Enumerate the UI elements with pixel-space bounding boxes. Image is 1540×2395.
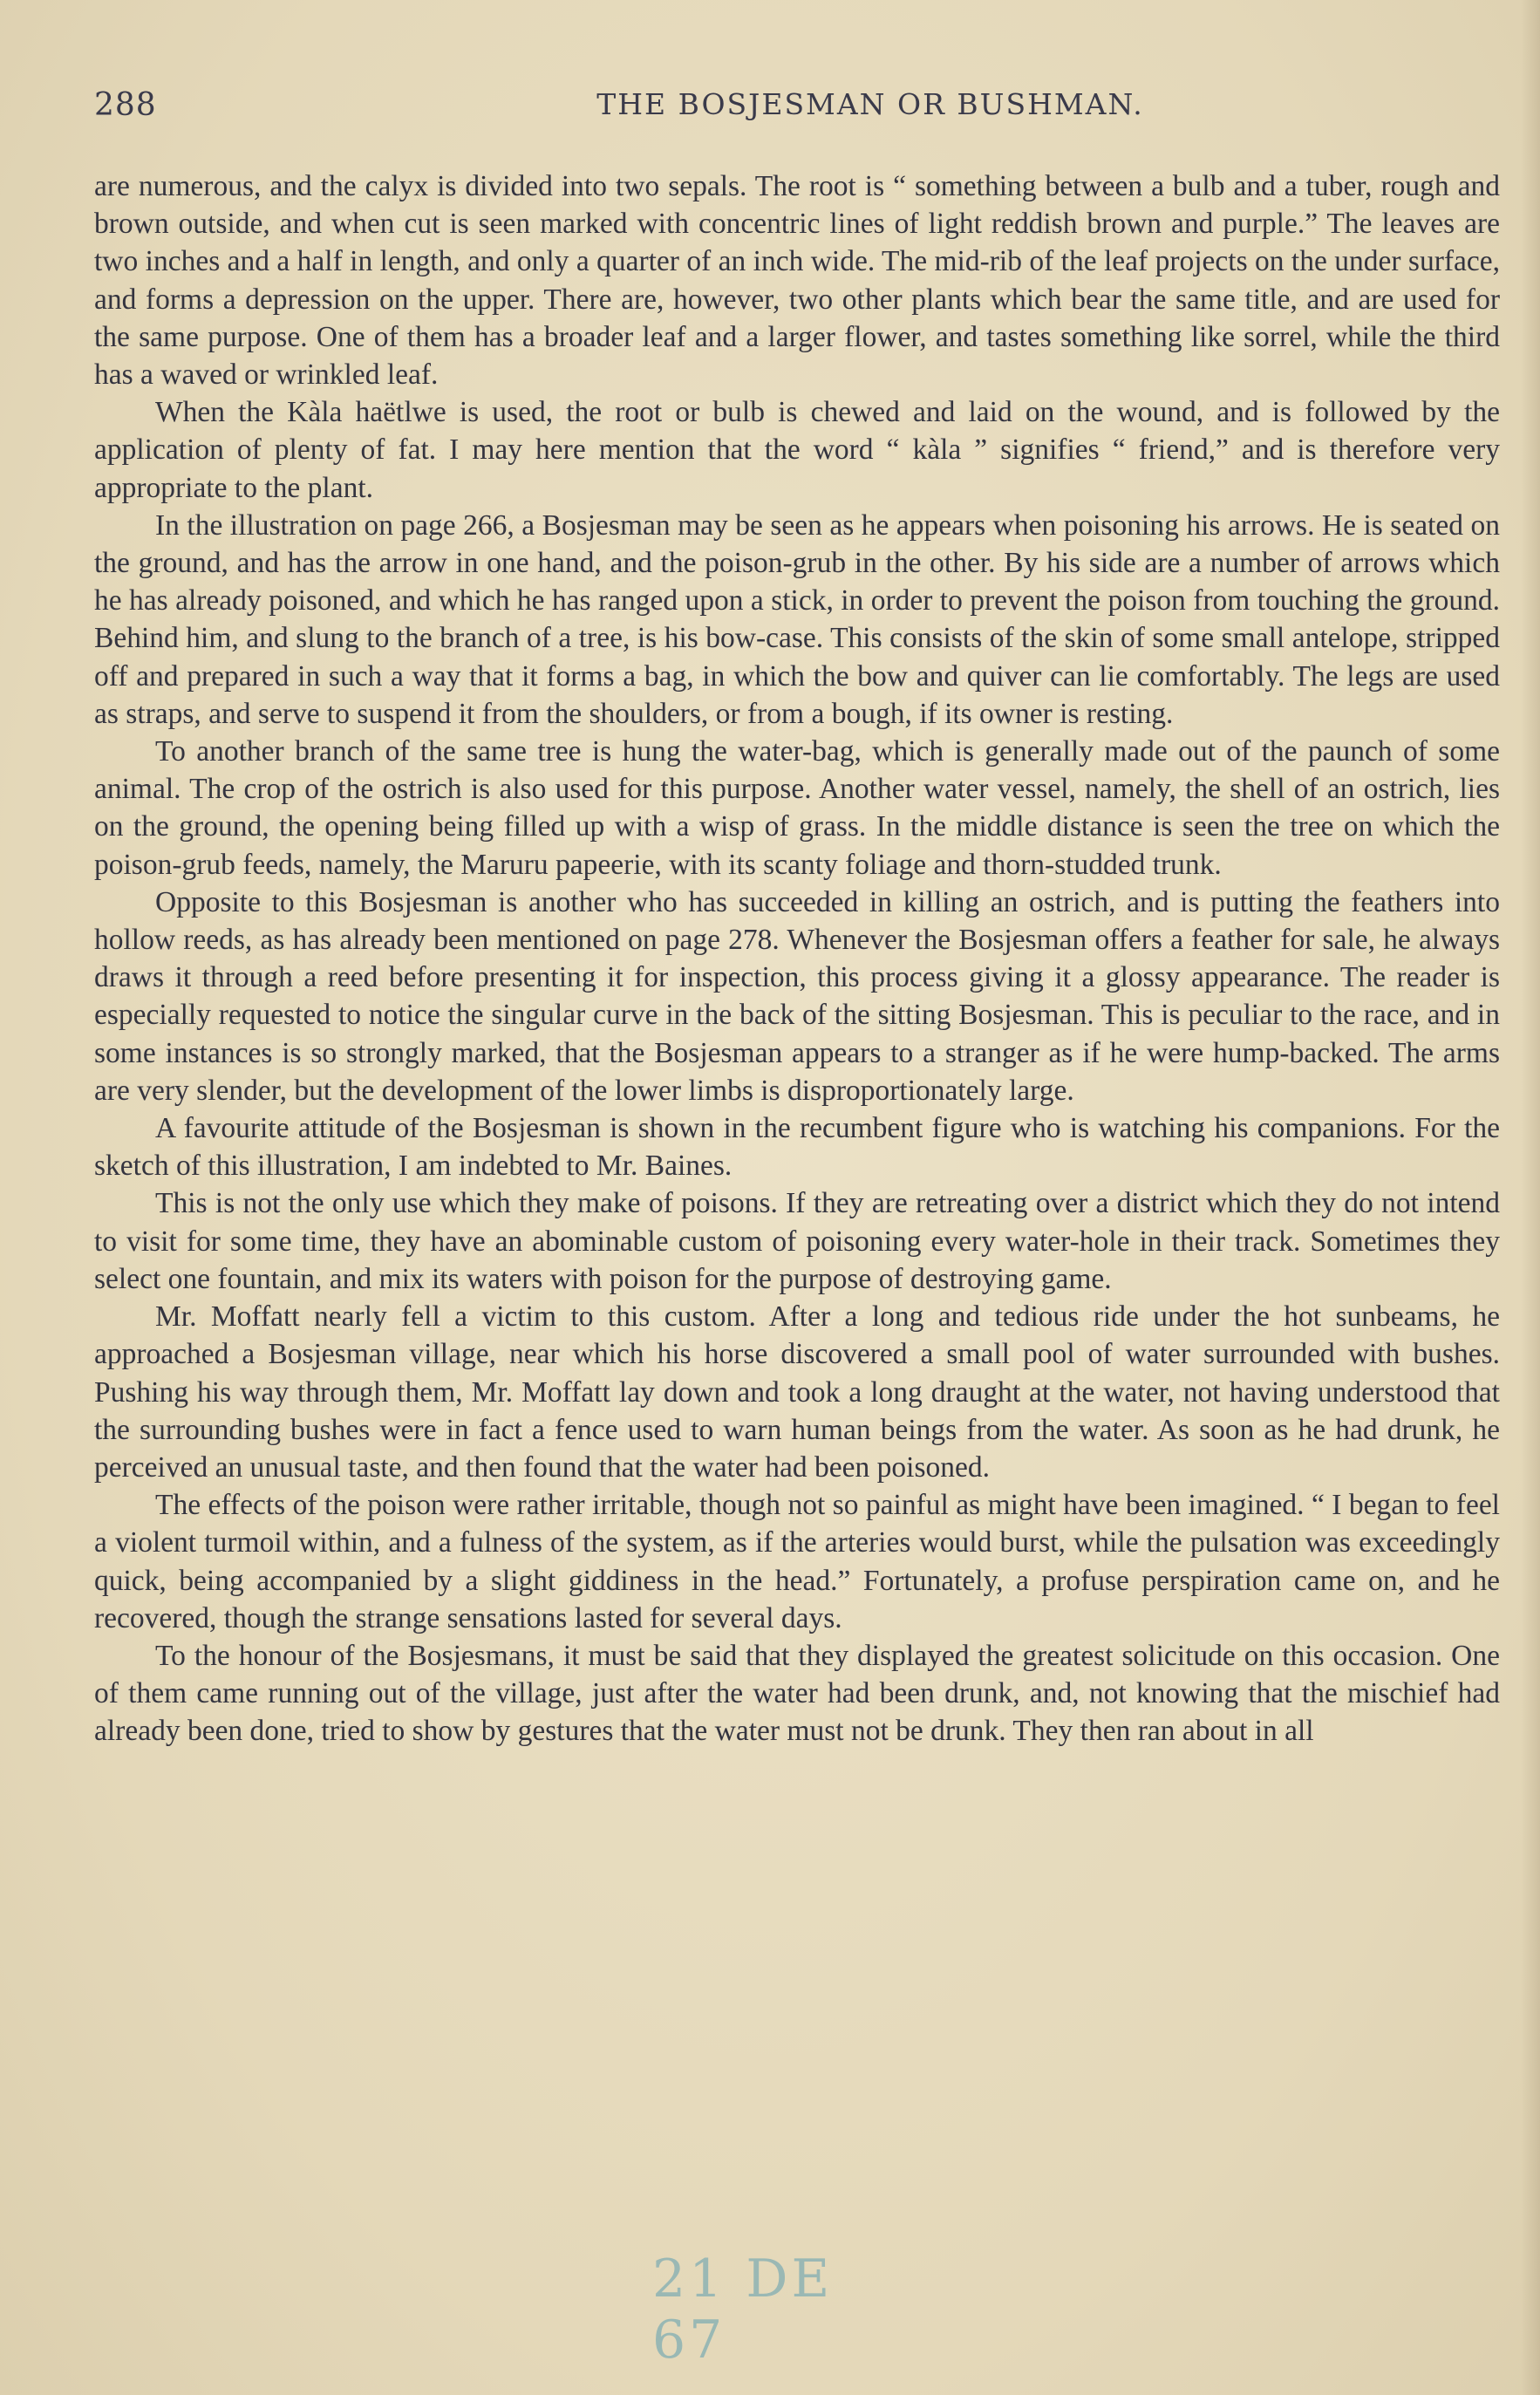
paragraph: When the Kàla haëtlwe is used, the root or bulb is chewed and laid on the wound, and is followed by the application of plenty of fat. I may here mention that the word “ kàla ” signifies “ friend,” and is therefore very appropriate to the plant. (94, 396, 1500, 504)
page-header (94, 87, 1507, 140)
paragraph: This is not the only use which they make of poisons. If they are retreating over a district which they do not intend to visit for some time, they have an abominable custom of poisoning every water-hole in their track. Sometimes they select one fountain, and mix its waters with poison for the purpose of destroying game. (94, 1187, 1500, 1295)
body-text (94, 167, 1500, 1750)
paragraph: The effects of the poison were rather irritable, though not so painful as might have been imagined. “ I began to feel a violent turmoil within, and a fulness of the system, as if the arteries would burst, while the pulsation was exceedingly quick, being accompanied by a slight giddiness in the head.” Fortunately, a profuse perspiration came on, and he recovered, though the strange sensations lasted for several days. (94, 1489, 1500, 1634)
paragraph: In the illustration on page 266, a Bosjesman may be seen as he appears when poisoning his arrows. He is seated on the ground, and has the arrow in one hand, and the poison-grub in the other. By his side are a number of arrows which he has already poisoned, and which he has ranged upon a stick, in order to prevent the poison from touching the ground. Behind him, and slung to the branch of a tree, is his bow-case. This consists of the skin of some small antelope, stripped off and prepared in such a way that it forms a bag, in which the bow and quiver can lie comfortably. The legs are used as straps, and serve to suspend it from the shoulders, or from a bough, if its owner is resting. (94, 508, 1500, 730)
running-title: THE BOSJESMAN OR BUSHMAN. (596, 87, 1144, 121)
date-stamp: 21 DE 67 (652, 2248, 834, 2371)
paragraph: are numerous, and the calyx is divided into two sepals. The root is “ something between a bulb and a tuber, rough and brown outside, and when cut is seen marked with concentric lines of light reddish brown and purple.” The leaves are two inches and a half in length, and only a quarter of an inch wide. The mid-rib of the leaf projects on the under surface, and forms a depression on the upper. There are, however, two other plants which bear the same title, and are used for the same purpose. One of them has a broader leaf and a larger flower, and tastes something like sorrel, while the third has a waved or wrinkled leaf. (94, 170, 1500, 392)
page-number: 288 (94, 87, 157, 123)
page-edge-shadow (1521, 0, 1540, 2395)
paragraph: Opposite to this Bosjesman is another who has succeeded in killing an ostrich, and is putting the feathers into hollow reeds, as has already been mentioned on page 278. Whenever the Bosjesman offers a feather for sale, he always draws it through a reed before presenting it for inspection, this process giving it a glossy appearance. The reader is especially requested to notice the singular curve in the back of the sitting Bosjesman. This is peculiar to the race, and in some instances is so strongly marked, that the Bosjesman appears to a stranger as if he were hump-backed. The arms are very slender, but the development of the lower limbs is disproportionately large. (94, 885, 1500, 1107)
paragraph: To the honour of the Bosjesmans, it must be said that they displayed the greatest solicitude on this occasion. One of them came running out of the village, just after the water had been drunk, and, not knowing that the mischief had already been done, tried to show by gestures that the water must not be drunk. They then ran about in all (94, 1639, 1500, 1748)
paragraph: A favourite attitude of the Bosjesman is shown in the recumbent figure who is watching his companions. For the sketch of this illustration, I am indebted to Mr. Baines. (94, 1112, 1500, 1183)
paragraph: To another branch of the same tree is hung the water-bag, which is generally made out of the paunch of some animal. The crop of the ostrich is also used for this purpose. Another water vessel, namely, the shell of an ostrich, lies on the ground, the opening being filled up with a wisp of grass. In the middle distance is seen the tree on which the poison-grub feeds, namely, the Maruru papeerie, with its scanty foliage and thorn-studded trunk. (94, 735, 1500, 881)
paragraph: Mr. Moffatt nearly fell a victim to this custom. After a long and tedious ride under the hot sunbeams, he approached a Bosjesman village, near which his horse discovered a small pool of water surrounded with bushes. Pushing his way through them, Mr. Moffatt lay down and took a long draught at the water, not having understood that the surrounding bushes were in fact a fence used to warn human beings from the water. As soon as he had drunk, he perceived an unusual taste, and then found that the water had been poisoned. (94, 1300, 1500, 1484)
